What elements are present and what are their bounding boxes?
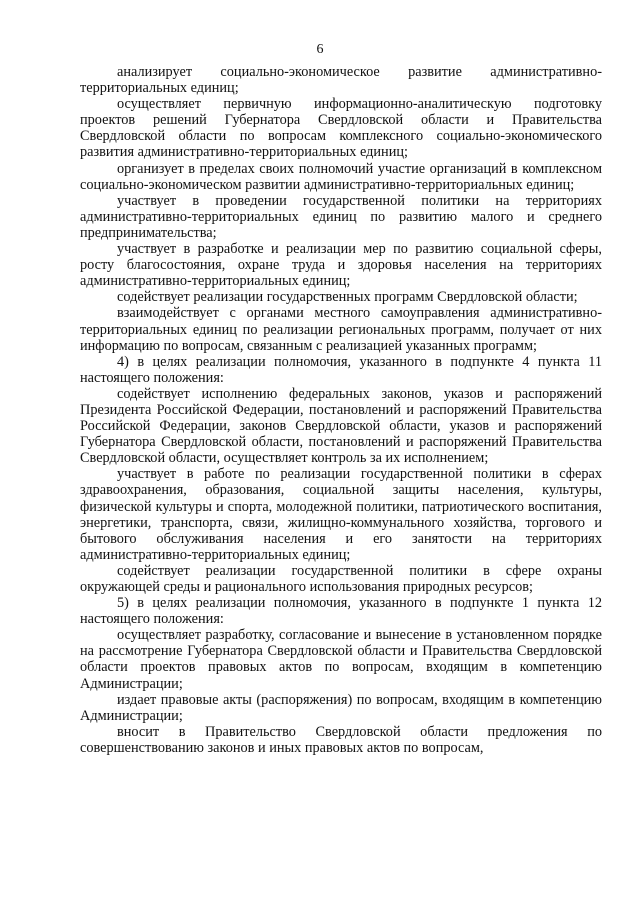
paragraph: вносит в Правительство Свердловской области предложения по совершенствованию законов и иных правовых актов по вопросам, [80, 723, 602, 756]
paragraph: содействует реализации государственной политики в сфере охраны окружающей среды и рационального использования природных ресурсов; [80, 562, 602, 595]
paragraph: издает правовые акты (распоряжения) по вопросам, входящим в компетенцию Администрации; [80, 691, 602, 724]
document-body [80, 64, 602, 756]
paragraph: участвует в проведении государственной политики на территориях административно-территориальных единиц по развитию малого и среднего предпринимательства; [80, 192, 602, 241]
paragraph: содействует реализации государственных программ Свердловской области; [117, 289, 578, 306]
paragraph: содействует исполнению федеральных законов, указов и распоряжений Президента Российской Федерации, постановлений и распоряжений Правительства Российской Федерации, законов Свердловской области, указов и распоряжений Губернатора Свердловской области, постановлений и распоряжений Правительства Свердловской области, осуществляет контроль за их исполнением; [80, 385, 602, 467]
paragraph: осуществляет первичную информационно-аналитическую подготовку проектов решений Губернатора Свердловской области и Правительства Свердловской области по вопросам комплексного социально-экономического развития административно-территориальных единиц; [80, 96, 602, 161]
paragraph: 4) в целях реализации полномочия, указанного в подпункте 4 пункта 11 настоящего положения: [80, 353, 602, 386]
paragraph: анализирует социально-экономическое развитие административно-территориальных единиц; [80, 64, 602, 97]
paragraph: взаимодействует с органами местного самоуправления административно-территориальных единиц по реализации региональных программ, получает от них информацию по вопросам, связанным с реализацией указанных программ; [80, 305, 602, 354]
paragraph: участвует в работе по реализации государственной политики в сферах здравоохранения, образования, социальной защиты населения, культуры, физической культуры и спорта, молодежной политики, патриотического воспитания, энергетики, транспорта, связи, жилищно-коммунального хозяйства, торгового и бытового обслуживания населения и его занятости на территориях административно-территориальных единиц; [80, 466, 602, 563]
paragraph: организует в пределах своих полномочий участие организаций в комплексном социально-экономическом развитии административно-территориальных единиц; [80, 160, 602, 193]
page-number: 6 [316, 42, 324, 57]
paragraph: осуществляет разработку, согласование и вынесение в установленном порядке на рассмотрение Губернатора Свердловской области и Правительства Свердловской области проектов правовых актов по вопросам, входящим в компетенцию Администрации; [80, 627, 602, 692]
paragraph: 5) в целях реализации полномочия, указанного в подпункте 1 пункта 12 настоящего положения: [80, 595, 602, 628]
paragraph: участвует в разработке и реализации мер по развитию социальной сферы, росту благосостояния, охране труда и здоровья населения на территориях административно-территориальных единиц; [80, 241, 602, 290]
